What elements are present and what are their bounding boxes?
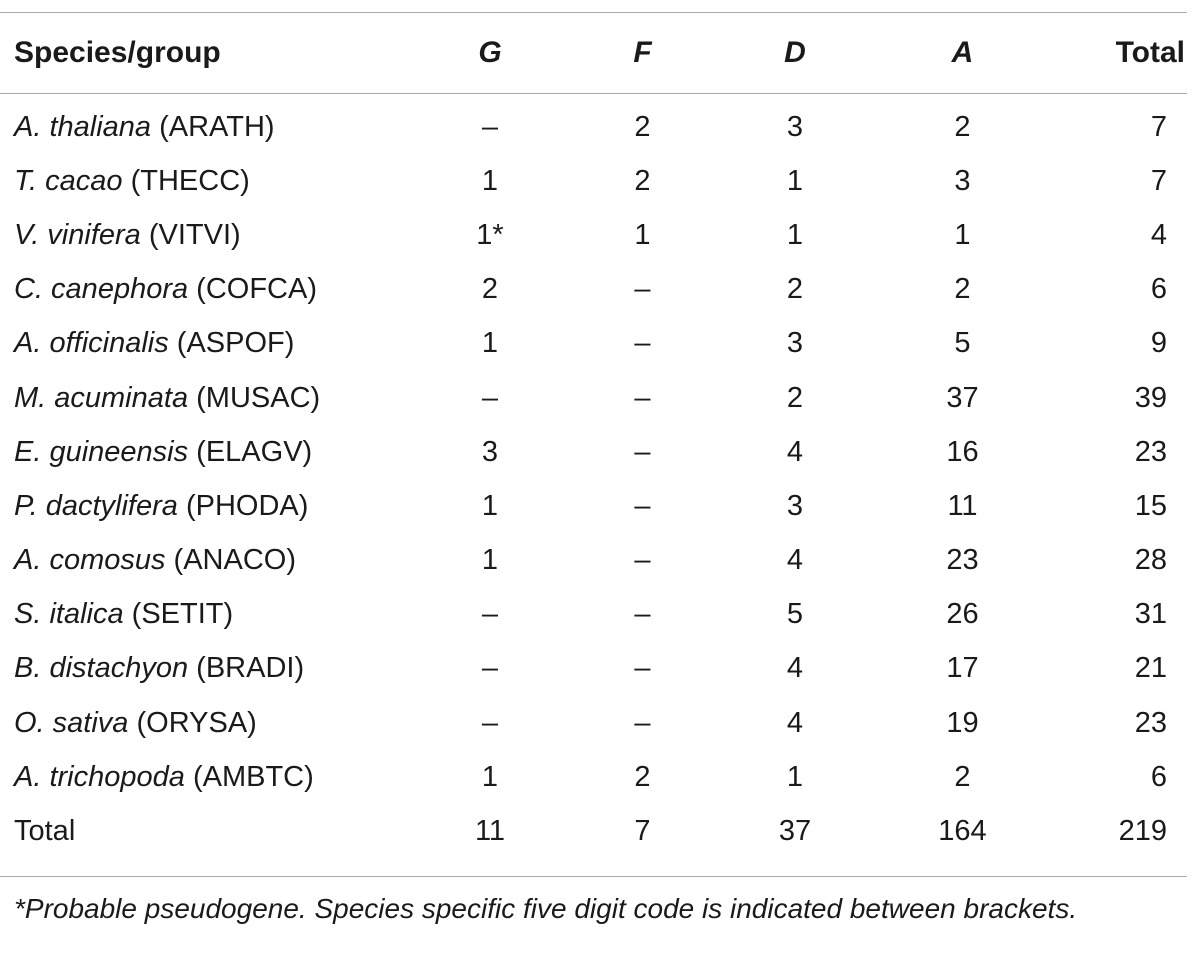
species-code: (MUSAC): [188, 381, 321, 414]
d-cell: 4: [786, 706, 804, 739]
d-cell: 3: [786, 110, 804, 143]
a-cell: 3: [954, 164, 971, 197]
d-cell: 2: [786, 273, 804, 306]
species-code: (SETIT): [123, 598, 234, 631]
total-cell: 23: [1134, 706, 1167, 739]
a-cell: 2: [954, 273, 971, 306]
species-cell: [0, 750, 415, 804]
g-cell: –: [481, 110, 499, 143]
table-row: [0, 425, 1187, 479]
species-name: A. officinalis: [14, 327, 169, 360]
species-cell: [0, 154, 415, 208]
d-cell: 1: [786, 218, 804, 251]
f-cell: 1: [634, 218, 651, 251]
species-code: (AMBTC): [184, 760, 314, 793]
d-cell: 1: [786, 164, 804, 197]
g-cell: 1: [481, 327, 499, 360]
header-species: Species/group: [14, 36, 221, 69]
g-cell: 1: [481, 489, 499, 522]
f-cell: 2: [634, 110, 651, 143]
total-cell: 6: [1150, 760, 1167, 793]
totals-a: 164: [938, 815, 987, 848]
species-table-container: [0, 12, 1187, 863]
species-cell: [0, 534, 415, 588]
f-cell: –: [634, 327, 651, 360]
total-cell: 31: [1134, 598, 1167, 631]
table-footnote: *Probable pseudogene. Species specific five digit code is indicated between brackets.: [0, 876, 1187, 929]
a-cell: 17: [946, 652, 979, 685]
total-cell: 7: [1150, 164, 1167, 197]
a-cell: 26: [946, 598, 979, 631]
header-a: A: [951, 36, 974, 69]
f-cell: –: [634, 706, 651, 739]
species-cell: [0, 263, 415, 317]
totals-total: 219: [1118, 815, 1167, 848]
f-cell: –: [634, 544, 651, 577]
d-cell: 4: [786, 544, 804, 577]
species-name: C. canephora: [14, 273, 189, 306]
f-cell: –: [634, 489, 651, 522]
g-cell: –: [481, 381, 499, 414]
species-cell: [0, 696, 415, 750]
table-row: [0, 154, 1187, 208]
f-cell: –: [634, 652, 651, 685]
table-row: [0, 208, 1187, 262]
species-cell: [0, 642, 415, 696]
species-code: (ASPOF): [168, 327, 295, 360]
d-cell: 3: [786, 489, 804, 522]
species-name: A. trichopoda: [14, 760, 185, 793]
species-code: (ORYSA): [128, 706, 257, 739]
species-code: (ELAGV): [188, 435, 313, 468]
table-header: [0, 13, 1187, 94]
total-cell: 39: [1134, 381, 1167, 414]
d-cell: 1: [786, 760, 804, 793]
d-cell: 4: [786, 652, 804, 685]
d-cell: 4: [786, 435, 804, 468]
a-cell: 5: [954, 327, 971, 360]
f-cell: –: [634, 435, 651, 468]
a-cell: 19: [946, 706, 979, 739]
g-cell: 1: [481, 544, 499, 577]
a-cell: 2: [954, 110, 971, 143]
species-name: B. distachyon: [14, 652, 189, 685]
species-code: (ARATH): [151, 110, 275, 143]
total-cell: 6: [1150, 273, 1167, 306]
header-f: F: [633, 36, 652, 69]
total-cell: 23: [1134, 435, 1167, 468]
species-code: (PHODA): [177, 489, 309, 522]
species-code: (THECC): [122, 164, 250, 197]
a-cell: 37: [946, 381, 979, 414]
species-cell: [0, 425, 415, 479]
f-cell: –: [634, 273, 651, 306]
species-code: (BRADI): [188, 652, 305, 685]
species-name: S. italica: [14, 598, 124, 631]
species-code: (COFCA): [188, 273, 317, 306]
table-row: [0, 696, 1187, 750]
table-body: [0, 94, 1187, 863]
g-cell: 1*: [476, 218, 504, 251]
totals-g: 11: [474, 815, 506, 848]
g-cell: –: [481, 598, 499, 631]
f-cell: –: [634, 598, 651, 631]
d-cell: 5: [786, 598, 804, 631]
a-cell: 16: [946, 435, 979, 468]
total-cell: 4: [1150, 218, 1167, 251]
a-cell: 1: [954, 218, 971, 251]
species-cell: [0, 317, 415, 371]
f-cell: 2: [634, 760, 651, 793]
species-cell: [0, 371, 415, 425]
species-cell: [0, 479, 415, 533]
species-name: P. dactylifera: [14, 489, 178, 522]
g-cell: –: [481, 706, 499, 739]
a-cell: 23: [946, 544, 979, 577]
header-g: G: [478, 36, 502, 69]
a-cell: 11: [947, 489, 978, 522]
species-cell: [0, 588, 415, 642]
table-row: [0, 263, 1187, 317]
g-cell: 2: [481, 273, 499, 306]
table-row: [0, 534, 1187, 588]
total-cell: 21: [1134, 652, 1167, 685]
species-name: A. comosus: [14, 544, 166, 577]
species-name: V. vinifera: [14, 218, 141, 251]
total-cell: 7: [1150, 110, 1167, 143]
total-cell: 28: [1134, 544, 1167, 577]
g-cell: –: [481, 652, 499, 685]
g-cell: 3: [481, 435, 499, 468]
total-cell: 15: [1134, 489, 1167, 522]
table-row: [0, 642, 1187, 696]
species-name: A. thaliana: [14, 110, 152, 143]
g-cell: 1: [481, 164, 499, 197]
d-cell: 2: [786, 381, 804, 414]
table-row: [0, 750, 1187, 804]
a-cell: 2: [954, 760, 971, 793]
totals-row: [0, 804, 1187, 862]
table-row: [0, 588, 1187, 642]
species-code: (ANACO): [165, 544, 296, 577]
header-total: Total: [1115, 36, 1185, 69]
totals-d: 37: [778, 815, 812, 848]
d-cell: 3: [786, 327, 804, 360]
table-row: [0, 94, 1187, 155]
species-name: M. acuminata: [14, 381, 189, 414]
species-cell: [0, 94, 415, 155]
table-row: [0, 371, 1187, 425]
g-cell: 1: [481, 760, 499, 793]
table-row: [0, 317, 1187, 371]
species-code: (VITVI): [140, 218, 241, 251]
species-name: E. guineensis: [14, 435, 189, 468]
species-name: T. cacao: [14, 164, 123, 197]
species-cell: [0, 208, 415, 262]
f-cell: 2: [634, 164, 651, 197]
totals-label: Total: [14, 815, 76, 848]
total-cell: 9: [1150, 327, 1167, 360]
f-cell: –: [634, 381, 651, 414]
totals-f: 7: [634, 815, 651, 848]
species-name: O. sativa: [14, 706, 129, 739]
header-d: D: [784, 36, 806, 69]
header-row: [0, 13, 1187, 94]
species-gene-count-table: [0, 12, 1187, 863]
table-row: [0, 479, 1187, 533]
